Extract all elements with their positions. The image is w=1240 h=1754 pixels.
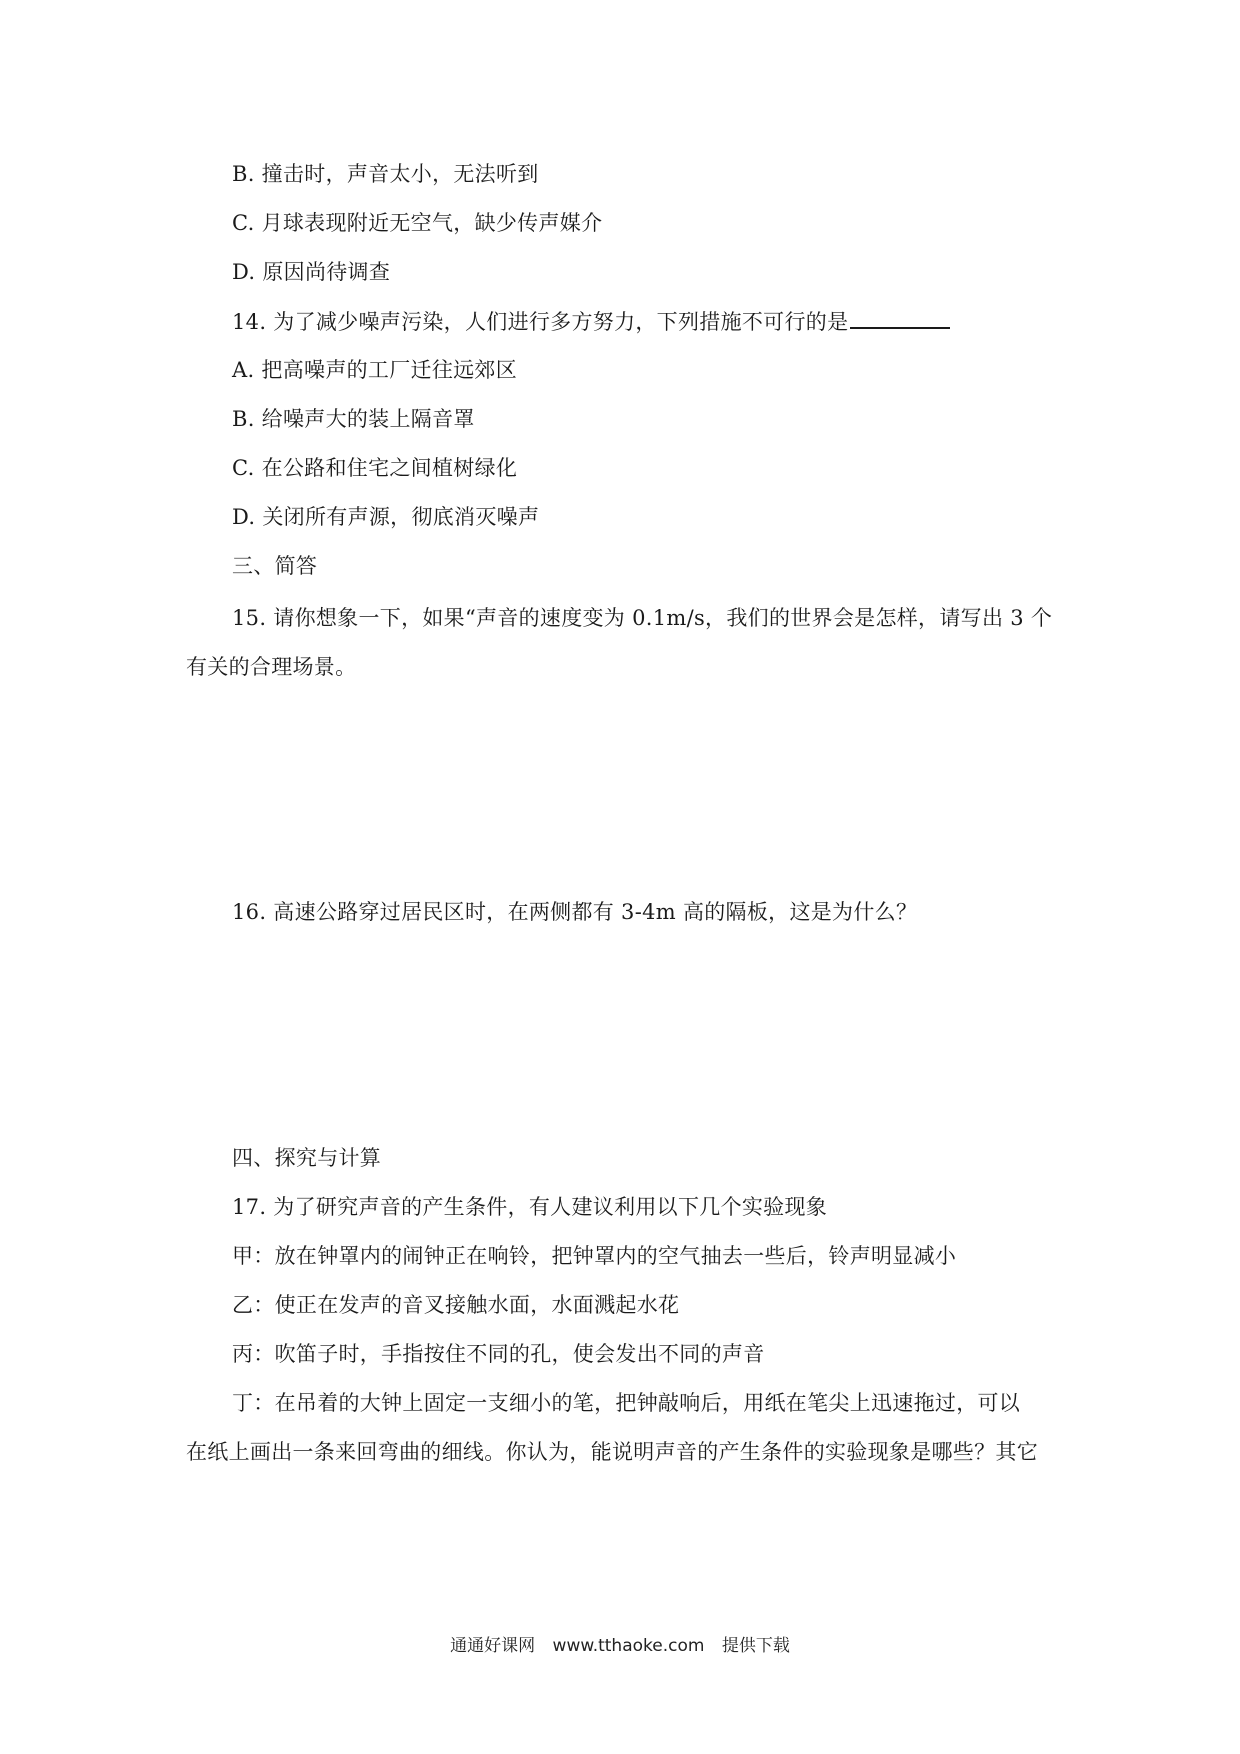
q17-item-yi: 乙：使正在发声的音叉接触水面，水面溅起水花 bbox=[232, 1293, 680, 1317]
q17-item-ding-line1: 丁：在吊着的大钟上固定一支细小的笔，把钟敲响后，用纸在笔尖上迅速拖过，可以 bbox=[232, 1391, 1021, 1415]
q13-option-d: D. 原因尚待调查 bbox=[232, 260, 391, 284]
q14-option-b: B. 给噪声大的装上隔音罩 bbox=[232, 407, 475, 431]
q14-stem bbox=[232, 307, 950, 336]
q13-option-c: C. 月球表现附近无空气，缺少传声媒介 bbox=[232, 211, 603, 235]
q17-item-bing: 丙：吹笛子时，手指按住不同的孔，使会发出不同的声音 bbox=[232, 1342, 765, 1366]
answer-blank bbox=[850, 307, 950, 329]
q15-line1: 15. 请你想象一下，如果“声音的速度变为 0.1m/s，我们的世界会是怎样，请写出 3 个 bbox=[232, 606, 1053, 630]
q17-item-jia: 甲：放在钟罩内的闹钟正在响铃，把钟罩内的空气抽去一些后，铃声明显减小 bbox=[232, 1244, 957, 1268]
q16-stem: 16. 高速公路穿过居民区时，在两侧都有 3-4m 高的隔板，这是为什么？ bbox=[232, 900, 918, 924]
q15-line2: 有关的合理场景。 bbox=[186, 655, 357, 679]
footer-note: 提供下载 bbox=[721, 1636, 790, 1656]
q14-option-d: D. 关闭所有声源，彻底消灭噪声 bbox=[232, 505, 540, 529]
section-heading-short-answer: 三、简答 bbox=[232, 554, 318, 578]
q14-option-c: C. 在公路和住宅之间植树绿化 bbox=[232, 456, 518, 480]
q13-option-b: B. 撞击时，声音太小，无法听到 bbox=[232, 162, 539, 186]
footer-site-name: 通通好课网 bbox=[450, 1636, 536, 1656]
q14-stem-text: 14. 为了减少噪声污染，人们进行多方努力，下列措施不可行的是 bbox=[232, 310, 849, 334]
footer-site-url[interactable]: www.tthaoke.com bbox=[552, 1636, 705, 1656]
q17-item-ding-line2: 在纸上画出一条来回弯曲的细线。你认为，能说明声音的产生条件的实验现象是哪些？其它 bbox=[186, 1440, 1038, 1464]
section-heading-inquiry: 四、探究与计算 bbox=[232, 1146, 382, 1170]
page-footer bbox=[0, 1635, 1240, 1657]
q17-stem: 17. 为了研究声音的产生条件，有人建议利用以下几个实验现象 bbox=[232, 1195, 828, 1219]
q14-option-a: A. 把高噪声的工厂迁往远郊区 bbox=[232, 358, 518, 382]
